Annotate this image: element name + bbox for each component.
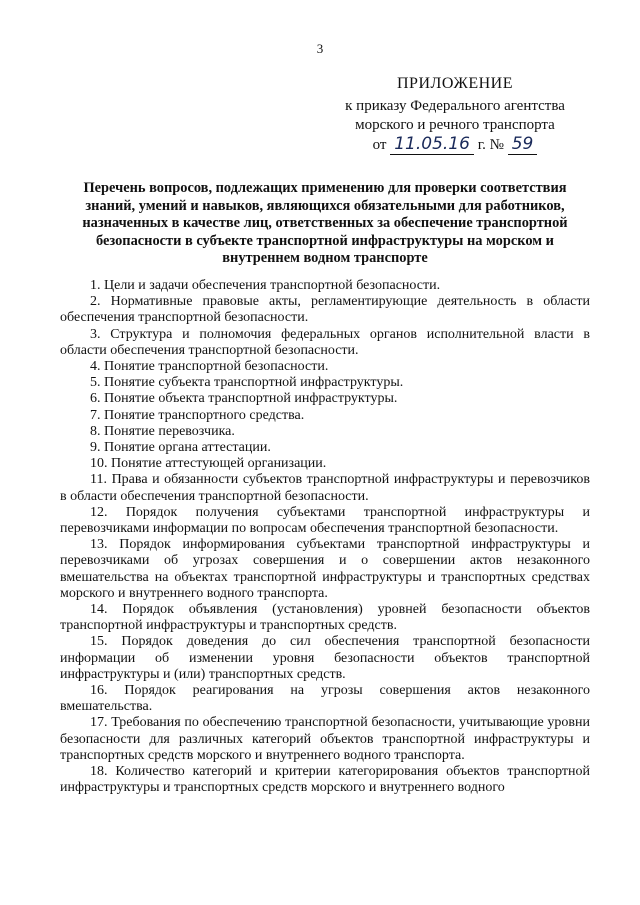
- appendix-date-line: [373, 135, 538, 155]
- list-item-text: Понятие перевозчика.: [104, 423, 235, 439]
- list-item: [60, 634, 590, 683]
- list-item-text: Нормативные правовые акты, регламентирующие деятельность в области обеспечения транспортной безопасности.: [60, 294, 591, 326]
- list-item-text: Понятие органа аттестации.: [104, 440, 271, 456]
- list-item-text: Понятие объекта транспортной инфраструктуры.: [104, 391, 398, 407]
- list-item: [60, 375, 590, 391]
- list-item-number: 16.: [90, 683, 108, 699]
- list-item-number: 18.: [90, 764, 108, 780]
- list-item-number: 4.: [90, 359, 101, 375]
- list-item-text: Количество категорий и критерии категорирования объектов транспортной инфраструктуры и транспортных средств морского и внутреннего водного: [60, 764, 590, 796]
- question-list: [60, 278, 590, 797]
- list-item-text: Порядок информирования субъектами транспортной инфраструктуры и перевозчиками об угрозах совершения и о совершении актов незаконного вмешательства на объектах транспортной инфраструктуры и транспортных средствах морского и внутреннего водного транспорта.: [60, 537, 591, 601]
- page-number: 3: [316, 41, 324, 56]
- list-item-text: Понятие аттестующей организации.: [111, 456, 327, 472]
- appendix-block: [330, 74, 580, 155]
- list-item-number: 15.: [90, 634, 108, 650]
- number-prefix: г. №: [477, 137, 504, 153]
- list-item-number: 2.: [90, 294, 101, 310]
- list-item-text: Требования по обеспечению транспортной безопасности, учитывающие уровни безопасности для различных категорий объектов транспортной инфраструктуры и транспортных средств морского и внутреннего водного транспорта.: [60, 715, 590, 763]
- appendix-line-1: к приказу Федерального агентства: [345, 98, 565, 114]
- list-item: [60, 683, 590, 715]
- list-item: [60, 440, 590, 456]
- list-item-number: 8.: [90, 423, 101, 439]
- list-item-number: 17.: [90, 715, 108, 731]
- list-item-number: 11.: [90, 472, 107, 488]
- list-item: [60, 278, 590, 294]
- list-item-number: 5.: [90, 375, 101, 391]
- list-item: [60, 602, 590, 634]
- list-item: [60, 294, 590, 326]
- list-item-text: Понятие субъекта транспортной инфраструктуры.: [104, 375, 404, 391]
- list-item-number: 7.: [90, 407, 101, 423]
- list-item-text: Цели и задачи обеспечения транспортной безопасности.: [104, 278, 441, 293]
- list-item-number: 12.: [90, 504, 108, 520]
- list-item: [60, 391, 590, 407]
- list-item-text: Порядок реагирования на угрозы совершения актов незаконного вмешательства.: [60, 683, 590, 715]
- list-item: [60, 472, 590, 504]
- list-item: [60, 456, 590, 472]
- list-item-text: Права и обязанности субъектов транспортной инфраструктуры и перевозчиков в области обеспечения транспортной безопасности.: [60, 472, 590, 504]
- handwritten-date: 11.05.16: [390, 134, 474, 155]
- list-item: [60, 505, 590, 537]
- list-item-text: Порядок получения субъектами транспортной инфраструктуры и перевозчиками информации по вопросам обеспечения транспортной безопасности.: [60, 504, 590, 537]
- list-item-number: 9.: [90, 440, 101, 456]
- list-item-text: Структура и полномочия федеральных органов исполнительной власти в области обеспечения транспортной безопасности.: [60, 326, 591, 358]
- list-item: [60, 537, 590, 602]
- list-item: [60, 764, 590, 796]
- list-item: [60, 408, 590, 424]
- list-item-number: 10.: [90, 456, 108, 472]
- document-heading: Перечень вопросов, подлежащих применению для проверки соответствия знаний, умений и навыков, являющихся обязательными для работников, назначенных в качестве лиц, ответственных за обеспечение транспортной безопасности в субъекте транспортной инфраструктуры на морском и внутреннем водном транспорте: [82, 180, 568, 266]
- list-item-number: 3.: [90, 326, 101, 342]
- list-item-text: Порядок объявления (установления) уровней безопасности объектов транспортной инфраструктуры и транспортных средств.: [60, 602, 590, 634]
- appendix-line-2: морского и речного транспорта: [355, 117, 555, 133]
- list-item-number: 13.: [90, 537, 108, 553]
- list-item-number: 14.: [90, 602, 108, 618]
- appendix-title: ПРИЛОЖЕНИЕ: [396, 75, 513, 92]
- list-item: [60, 359, 590, 375]
- list-item: [60, 715, 590, 764]
- list-item-text: Порядок доведения до сил обеспечения транспортной безопасности информации об изменении уровня безопасности объектов транспортной инфраструктуры и (или) транспортных средств.: [60, 634, 591, 682]
- list-item-text: Понятие транспортного средства.: [104, 407, 305, 423]
- list-item-text: Понятие транспортной безопасности.: [104, 359, 329, 375]
- list-item: [60, 424, 590, 440]
- list-item-number: 6.: [90, 391, 101, 407]
- list-item: [60, 327, 590, 359]
- list-item-number: 1.: [90, 278, 101, 293]
- handwritten-number: 59: [508, 134, 538, 155]
- date-prefix: от: [372, 137, 387, 153]
